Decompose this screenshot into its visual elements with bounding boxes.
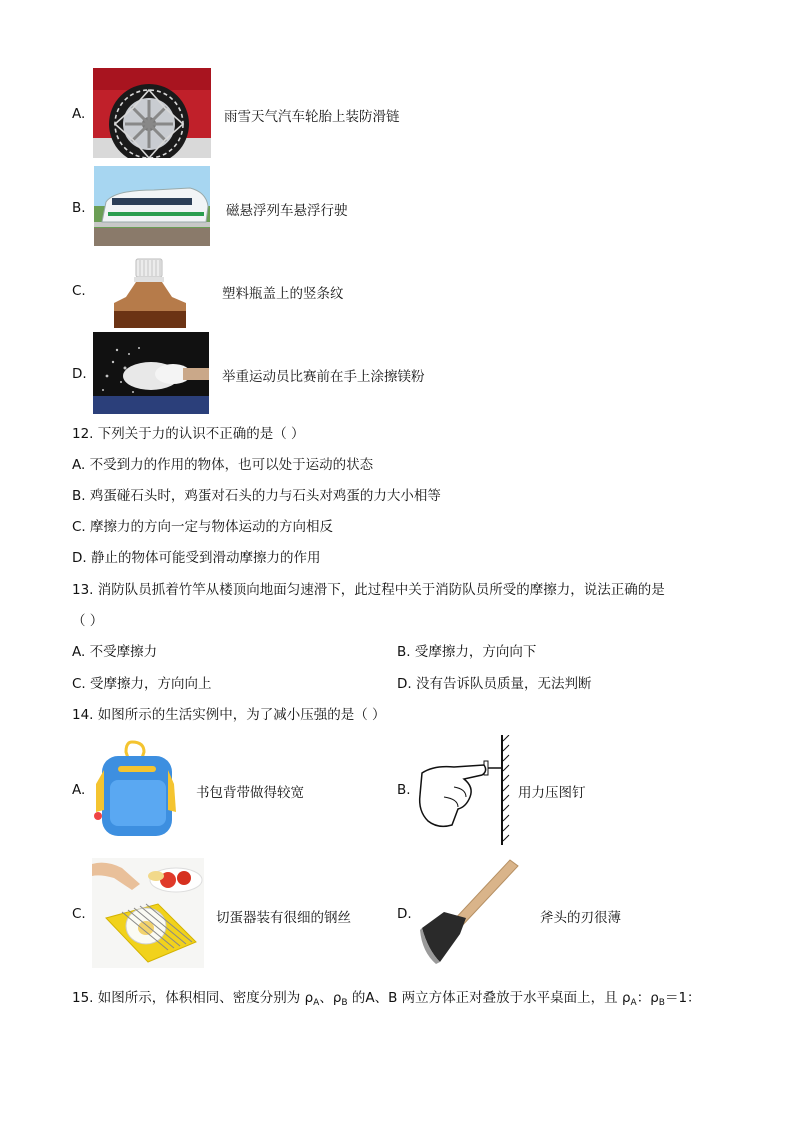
question-12-option-b: B. 鸡蛋碰石头时，鸡蛋对石头的力与石头对鸡蛋的力大小相等 [72, 488, 441, 504]
rho-symbol: ρ [332, 990, 342, 1006]
question-13-option-b: B. 受摩擦力，方向向下 [397, 644, 537, 660]
rho-symbol: ρ [304, 990, 314, 1006]
option-text: 用力压图钉 [518, 785, 586, 801]
subscript-b: B [341, 998, 348, 1008]
question-15-text-part2: 的A、B 两立方体正对叠放于水平桌面上，且 [347, 990, 622, 1006]
option-letter: B. [72, 200, 86, 216]
option-text: 举重运动员比赛前在手上涂擦镁粉 [222, 369, 425, 385]
option-text: 磁悬浮列车悬浮行驶 [226, 203, 348, 219]
option-letter: C. [72, 906, 86, 922]
egg-slicer-image [92, 858, 204, 968]
option-letter: D. [397, 906, 412, 922]
question-13-option-d: D. 没有告诉队员质量，无法判断 [397, 676, 592, 692]
subscript-a: A [630, 998, 637, 1008]
question-15-stem [72, 986, 701, 1008]
option-letter: D. [72, 366, 87, 382]
car-tire-snow-chain-image [93, 68, 211, 158]
thumb-pressing-pushpin-image [414, 735, 518, 845]
plastic-bottle-cap-image [106, 255, 188, 328]
question-12-option-c: C. 摩擦力的方向一定与物体运动的方向相反 [72, 519, 334, 535]
option-text: 塑料瓶盖上的竖条纹 [222, 286, 344, 302]
rho-symbol: ρ [650, 990, 659, 1006]
question-13-option-c: C. 受摩擦力，方向向上 [72, 676, 212, 692]
option-letter: A. [72, 782, 86, 798]
maglev-train-image [94, 166, 210, 246]
rho-symbol: ρ [621, 990, 631, 1006]
separator: 、 [319, 990, 333, 1006]
hands-magnesium-powder-image [93, 332, 209, 414]
option-text: 切蛋器装有很细的钢丝 [216, 910, 351, 926]
axe-image [420, 858, 520, 966]
question-14-stem: 14. 如图所示的生活实例中，为了减小压强的是（ ） [72, 707, 386, 723]
question-12-option-a: A. 不受到力的作用的物体，也可以处于运动的状态 [72, 457, 374, 473]
option-text: 雨雪天气汽车轮胎上装防滑链 [224, 109, 400, 125]
option-letter: C. [72, 283, 86, 299]
school-backpack-image [92, 740, 178, 838]
question-13-stem: 13. 消防队员抓着竹竿从楼顶向地面匀速滑下，此过程中关于消防队员所受的摩擦力，说法正确的是 [72, 582, 665, 598]
option-letter: B. [397, 782, 411, 798]
ratio-colon: ： [636, 990, 651, 1006]
question-12-stem: 12. 下列关于力的认识不正确的是（ ） [72, 426, 305, 442]
question-12-option-d: D. 静止的物体可能受到滑动摩擦力的作用 [72, 550, 321, 566]
question-15-text-part3: ＝1： [664, 990, 701, 1006]
option-text: 斧头的刃很薄 [540, 910, 621, 926]
subscript-a: A [313, 998, 320, 1008]
option-letter: A. [72, 106, 86, 122]
question-13-stem-continued: （ ） [72, 613, 104, 629]
subscript-b: B [658, 998, 665, 1008]
question-13-option-a: A. 不受摩擦力 [72, 644, 158, 660]
option-text: 书包背带做得较宽 [196, 785, 304, 801]
question-15-text-part1: 15. 如图所示，体积相同、密度分别为 [72, 990, 305, 1006]
